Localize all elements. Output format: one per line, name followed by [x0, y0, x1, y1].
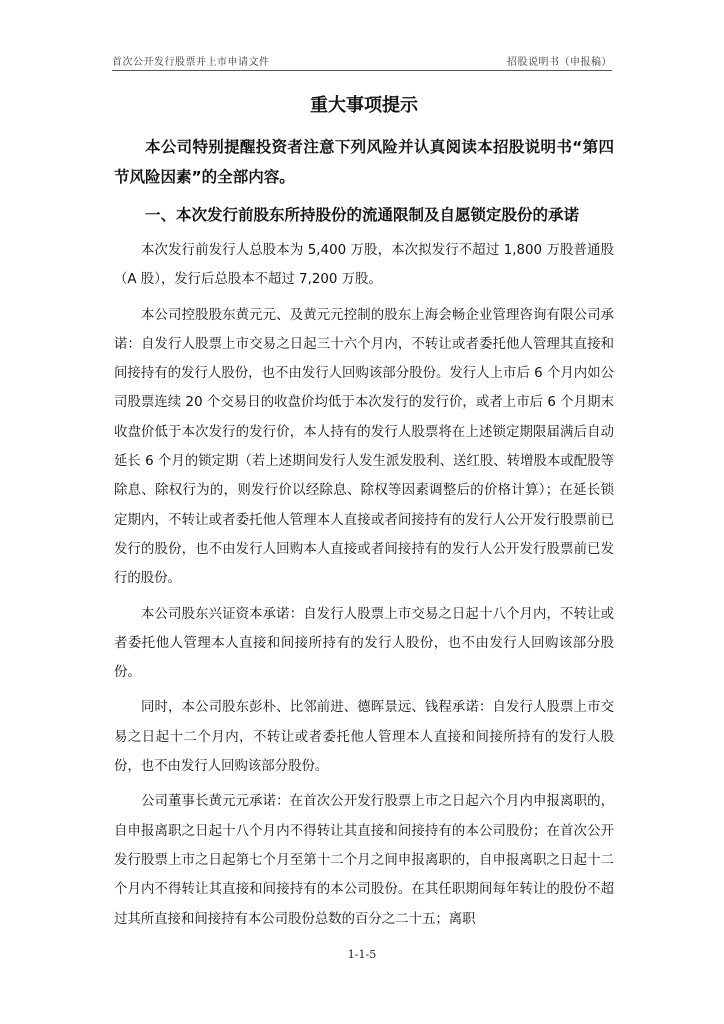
- page-header: [112, 50, 612, 68]
- paragraph-other-shareholders: 同时，本公司股东彭朴、比邻前进、德晖景远、钱程承诺：自发行人股票上市交易之日起十二个月内，不转让或者委托他人管理本人直接和间接所持有的发行人股份，也不由发行人回购该部分股份。: [114, 700, 614, 775]
- header-divider: [112, 70, 612, 71]
- risk-reminder: 本公司特别提醒投资者注意下列风险并认真阅读本招股说明书“第四节风险因素”的全部内容。: [114, 138, 614, 186]
- header-document-name: 首次公开发行股票并上市申请文件: [112, 57, 270, 68]
- page-number: 1-1-5: [347, 948, 377, 961]
- paragraph-chairman: 公司董事长黄元元承诺：在首次公开发行股票上市之日起六个月内申报离职的，自申报离职之日起十八个月内不得转让其直接和间接持有的本公司股份；在首次公开发行股票上市之日起第七个月至第十二个月之间申报离职的，自申报离职之日起十二个月内不得转让其直接和间接持有的本公司股份。在其任职期间每年转让的股份不超过其所直接和间接持有本公司股份总数的百分之二十五；离职: [114, 794, 614, 927]
- paragraph-controlling-shareholder: 本公司控股股东黄元元、及黄元元控制的股东上海会畅企业管理咨询有限公司承诺：自发行人股票上市交易之日起三十六个月内，不转让或者委托他人管理其直接和间接持有的发行人股份，也不由发行人回购该部分股份。发行人上市后 6 个月内如公司股票连续 20 个交易日的收盘价均低于本次发行的发行价，或者上市后 6 个月期末收盘价低于本次发行的发行价，本人持有的发行人股票将在上述锁定期限届满后自动延长 6 个月的锁定期（若上述期间发行人发生派发股利、送红股、转增股本或配股等除息、除权行为的，则发行价以经除息、除权等因素调整后的价格计算）；在延长锁定期内，不转让或者委托他人管理本人直接或者间接持有的发行人公开发行股票前已发行的股份，也不由发行人回购本人直接或者间接持有的发行人公开发行股票前已发行的股份。: [114, 307, 614, 587]
- paragraph-xingzheng-capital: 本公司股东兴证资本承诺：自发行人股票上市交易之日起十八个月内，不转让或者委托他人管理本人直接和间接所持有的发行人股份，也不由发行人回购该部分股份。: [114, 606, 614, 681]
- section-heading: 一、本次发行前股东所持股份的流通限制及自愿锁定股份的承诺: [145, 206, 580, 224]
- page-title: 重大事项提示: [310, 95, 418, 116]
- document-body: [114, 90, 614, 934]
- paragraph-share-capital: 本次发行前发行人总股本为 5,400 万股，本次拟发行不超过 1,800 万股普通股（A 股），发行后总股本不超过 7,200 万股。: [114, 243, 614, 288]
- header-document-type: 招股说明书（申报稿）: [507, 57, 612, 68]
